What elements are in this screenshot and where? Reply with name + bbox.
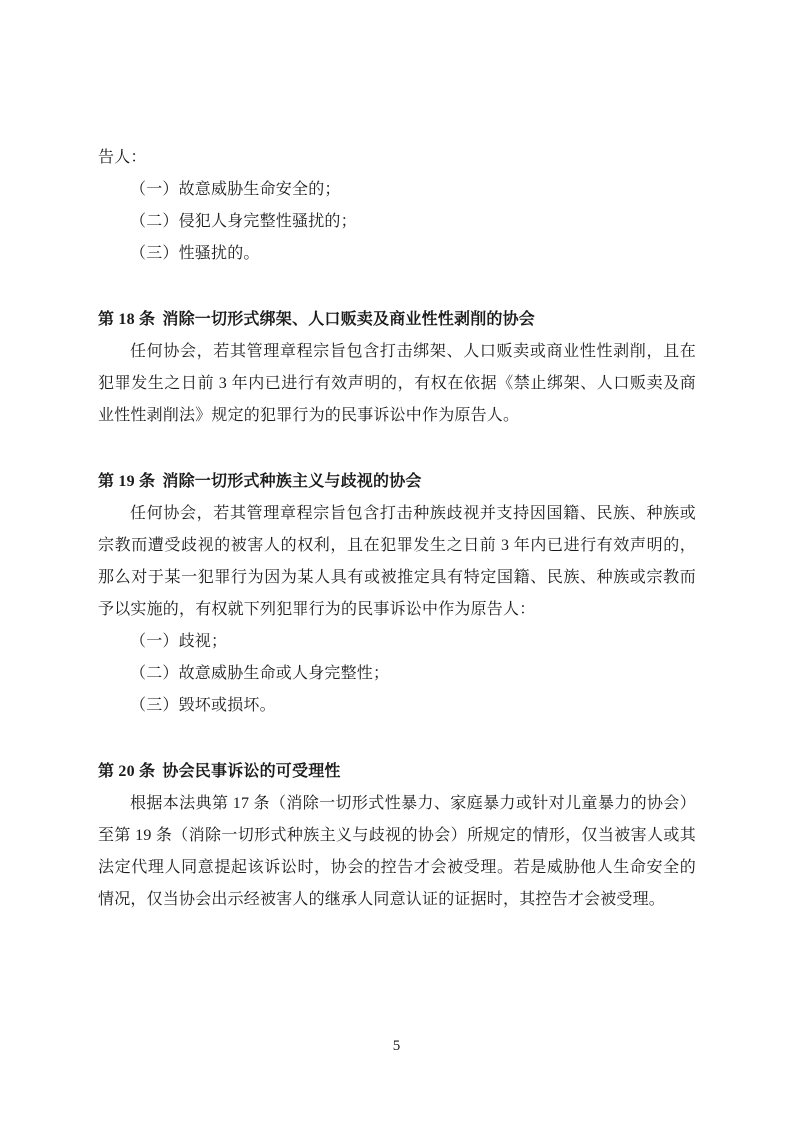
article-20-heading xyxy=(98,756,696,788)
numbered-item: （一）歧视； xyxy=(130,633,228,650)
document-content xyxy=(98,142,696,916)
article-title: 消除一切形式种族主义与歧视的协会 xyxy=(162,473,422,490)
numbered-item: （二）故意威胁生命或人身完整性； xyxy=(130,665,390,682)
article-title: 消除一切形式绑架、人口贩卖及商业性性剥削的协会 xyxy=(162,311,535,328)
continuation-lead-in: 告人： xyxy=(98,149,147,166)
page-number: 5 xyxy=(392,1038,401,1054)
numbered-item: （二）侵犯人身完整性骚扰的； xyxy=(130,213,357,230)
numbered-item: （一）故意威胁生命安全的； xyxy=(130,181,341,198)
numbered-item: （三）毁坏或损坏。 xyxy=(130,697,276,714)
article-18-heading xyxy=(98,304,696,336)
article-20-body: 根据本法典第 17 条（消除一切形式性暴力、家庭暴力或针对儿童暴力的协会）至第 19 条（消除一切形式种族主义与歧视的协会）所规定的情形，仅当被害人或其法定代理人同意提起该诉讼时，协会的控告才会被受理。若是威胁他人生命安全的情况，仅当协会出示经被害人的继承人同意认证的证据时，其控告才会被受理。 xyxy=(98,795,696,908)
article-title: 协会民事诉讼的可受理性 xyxy=(162,763,341,780)
article-19-heading xyxy=(98,466,696,498)
article-number: 第 20 条 xyxy=(98,763,156,780)
article-number: 第 18 条 xyxy=(98,311,156,328)
article-number: 第 19 条 xyxy=(98,473,156,490)
numbered-item: （三）性骚扰的。 xyxy=(130,245,260,262)
article-18-body: 任何协会，若其管理章程宗旨包含打击绑架、人口贩卖或商业性性剥削，且在犯罪发生之日前 3 年内已进行有效声明的，有权在依据《禁止绑架、人口贩卖及商业性性剥削法》规定的犯罪行为的民事诉讼中作为原告人。 xyxy=(98,343,696,424)
article-19-body: 任何协会，若其管理章程宗旨包含打击种族歧视并支持因国籍、民族、种族或宗教而遭受歧视的被害人的权利，且在犯罪发生之日前 3 年内已进行有效声明的，那么对于某一犯罪行为因为某人具有或被推定具有特定国籍、民族、种族或宗教而予以实施的，有权就下列犯罪行为的民事诉讼中作为原告人： xyxy=(98,505,696,618)
